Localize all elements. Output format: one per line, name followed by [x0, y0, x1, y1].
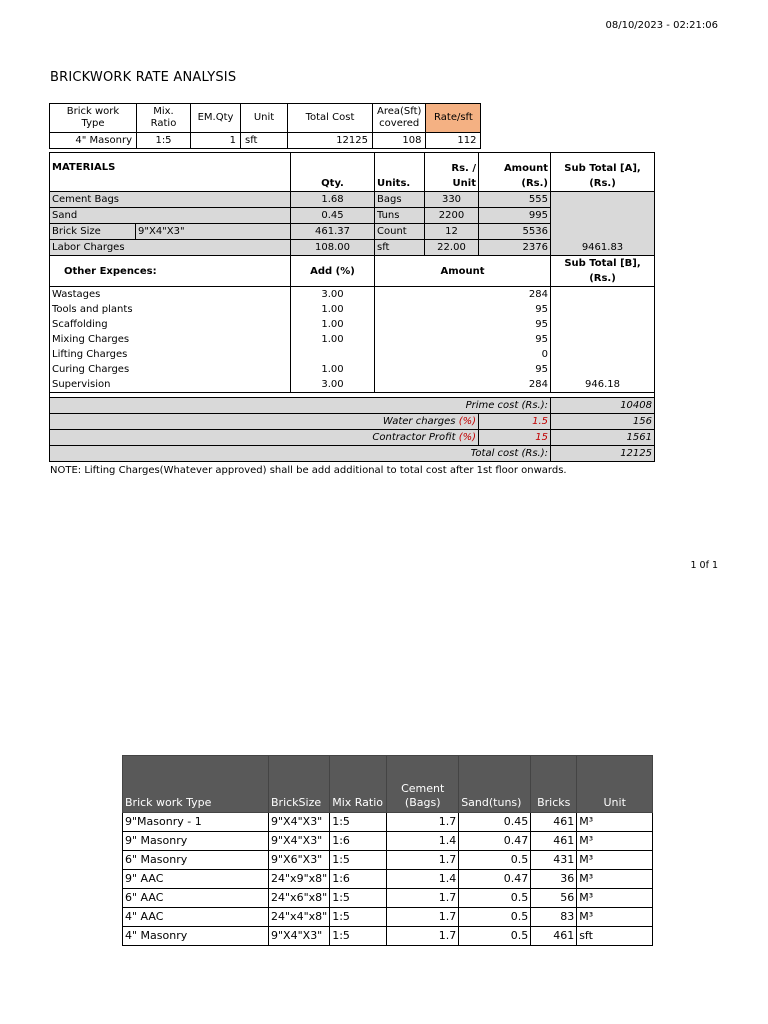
- material-qty: 461.37: [291, 224, 375, 240]
- other-amount: 284: [375, 377, 551, 393]
- prime-cost-value: 10408: [551, 398, 655, 414]
- table-row: [123, 870, 653, 889]
- brick-sand: 0.47: [459, 870, 531, 889]
- units-header: Units.: [375, 153, 425, 192]
- summary-header: Mix. Ratio: [137, 104, 191, 133]
- summary-cell: 4" Masonry: [50, 133, 137, 149]
- brick-header-row: [123, 756, 653, 813]
- material-name: Labor Charges: [50, 240, 291, 256]
- material-rate: 330: [425, 192, 479, 208]
- brick-cement: 1.7: [387, 813, 459, 832]
- other-amount: 95: [375, 362, 551, 377]
- brick-mix: 1:6: [330, 832, 387, 851]
- brick-cement: 1.7: [387, 889, 459, 908]
- brick-sand: 0.5: [459, 889, 531, 908]
- other-amount: 0: [375, 347, 551, 362]
- summary-cell: 1:5: [137, 133, 191, 149]
- brick-unit: sft: [577, 927, 653, 946]
- brick-size: 24"x9"x8": [269, 870, 330, 889]
- other-name: Mixing Charges: [50, 332, 291, 347]
- subtotal-a-header: Sub Total [A], (Rs.): [551, 153, 655, 192]
- subtotal-b: 946.18: [551, 287, 655, 393]
- brick-sand: 0.5: [459, 851, 531, 870]
- brick-size: 24"x6"x8": [269, 889, 330, 908]
- total-cost-row: [50, 446, 655, 462]
- other-name: Curing Charges: [50, 362, 291, 377]
- brick-type: 4" Masonry: [123, 927, 269, 946]
- summary-table: [49, 103, 481, 149]
- total-cost-value: 12125: [551, 446, 655, 462]
- rate-header: Rs. / Unit: [425, 153, 479, 192]
- other-amount: 284: [375, 287, 551, 303]
- material-amount: 995: [479, 208, 551, 224]
- other-name: Lifting Charges: [50, 347, 291, 362]
- brick-sand: 0.45: [459, 813, 531, 832]
- summary-cell: 12125: [288, 133, 373, 149]
- other-amount: 95: [375, 317, 551, 332]
- timestamp: 08/10/2023 - 02:21:06: [605, 20, 718, 31]
- other-add: 1.00: [291, 317, 375, 332]
- brick-header: Bricks: [531, 756, 577, 813]
- brick-unit: M³: [577, 908, 653, 927]
- contractor-profit-text: Contractor Profit: [372, 432, 456, 443]
- brick-mix: 1:6: [330, 870, 387, 889]
- material-amount: 555: [479, 192, 551, 208]
- brick-sand: 0.5: [459, 908, 531, 927]
- brick-cement: 1.7: [387, 908, 459, 927]
- water-charges-rate: 1.5: [479, 414, 551, 430]
- brick-unit: M³: [577, 813, 653, 832]
- table-row: [123, 927, 653, 946]
- summary-header: Brick work Type: [50, 104, 137, 133]
- brick-count: 461: [531, 927, 577, 946]
- brick-body: [123, 813, 653, 946]
- subtotal-b-header: Sub Total [B], (Rs.): [551, 256, 655, 287]
- brick-header: Brick work Type: [123, 756, 269, 813]
- material-unit: Tuns: [375, 208, 425, 224]
- material-row: [50, 192, 655, 208]
- other-add: [291, 347, 375, 362]
- materials-header-row: [50, 153, 655, 192]
- material-rate: 12: [425, 224, 479, 240]
- contractor-profit-value: 1561: [551, 430, 655, 446]
- other-name: Supervision: [50, 377, 291, 393]
- brick-sand: 0.47: [459, 832, 531, 851]
- summary-row: [50, 133, 481, 149]
- contractor-profit-rate: 15: [479, 430, 551, 446]
- table-row: [123, 889, 653, 908]
- prime-cost-label: Prime cost (Rs.):: [50, 398, 551, 414]
- material-rate: 2200: [425, 208, 479, 224]
- qty-header: Qty.: [291, 153, 375, 192]
- summary-header: Total Cost: [288, 104, 373, 133]
- brick-mix: 1:5: [330, 908, 387, 927]
- table-row: [123, 851, 653, 870]
- other-header-row: [50, 256, 655, 287]
- brick-cement: 1.7: [387, 851, 459, 870]
- other-name: Wastages: [50, 287, 291, 303]
- add-header: Add (%): [291, 256, 375, 287]
- summary-header: Area(Sft) covered: [373, 104, 426, 133]
- summary-header-row: [50, 104, 481, 133]
- other-add: 3.00: [291, 287, 375, 303]
- material-name: Sand: [50, 208, 291, 224]
- material-rate: 22.00: [425, 240, 479, 256]
- table-row: [123, 908, 653, 927]
- brick-size: 9"X4"X3": [269, 813, 330, 832]
- brick-size-value: 9"X4"X3": [136, 224, 291, 240]
- summary-header-rate: Rate/sft: [426, 104, 481, 133]
- prime-cost-row: [50, 398, 655, 414]
- other-amount: 95: [375, 332, 551, 347]
- material-unit: Count: [375, 224, 425, 240]
- brick-cement: 1.4: [387, 832, 459, 851]
- brick-count: 36: [531, 870, 577, 889]
- other-amount: 95: [375, 302, 551, 317]
- brick-type: 4" AAC: [123, 908, 269, 927]
- table-row: [123, 813, 653, 832]
- water-charges-row: [50, 414, 655, 430]
- other-add: 3.00: [291, 377, 375, 393]
- brick-header: BrickSize: [269, 756, 330, 813]
- page-title: BRICKWORK RATE ANALYSIS: [50, 70, 237, 85]
- brick-header: Sand(tuns): [459, 756, 531, 813]
- other-name: Tools and plants: [50, 302, 291, 317]
- contractor-profit-row: [50, 430, 655, 446]
- brick-count: 461: [531, 832, 577, 851]
- brick-header: Cement (Bags): [387, 756, 459, 813]
- other-name: Scaffolding: [50, 317, 291, 332]
- brick-mix: 1:5: [330, 813, 387, 832]
- brick-size: 9"X6"X3": [269, 851, 330, 870]
- material-amount: 5536: [479, 224, 551, 240]
- summary-cell: sft: [241, 133, 288, 149]
- brick-header: Unit: [577, 756, 653, 813]
- brick-unit: M³: [577, 870, 653, 889]
- brick-type: 9" Masonry: [123, 832, 269, 851]
- material-name: Cement Bags: [50, 192, 291, 208]
- brick-unit: M³: [577, 851, 653, 870]
- water-charges-label: [50, 414, 479, 430]
- brick-unit: M³: [577, 832, 653, 851]
- brick-type: 6" Masonry: [123, 851, 269, 870]
- other-add: 1.00: [291, 332, 375, 347]
- water-charges-value: 156: [551, 414, 655, 430]
- materials-label: MATERIALS: [50, 153, 291, 192]
- material-amount: 2376: [479, 240, 551, 256]
- brick-mix: 1:5: [330, 851, 387, 870]
- water-charges-text: Water charges: [382, 416, 456, 427]
- brick-count: 461: [531, 813, 577, 832]
- material-unit: sft: [375, 240, 425, 256]
- brick-cement: 1.7: [387, 927, 459, 946]
- material-qty: 0.45: [291, 208, 375, 224]
- summary-header: EM.Qty: [191, 104, 241, 133]
- brick-sand: 0.5: [459, 927, 531, 946]
- brick-size: 24"x4"x8": [269, 908, 330, 927]
- other-row: [50, 287, 655, 303]
- brick-mix: 1:5: [330, 927, 387, 946]
- water-charges-pct: (%): [458, 416, 476, 427]
- page-number: 1 0f 1: [690, 560, 718, 571]
- amount-header: Amount (Rs.): [479, 153, 551, 192]
- table-row: [123, 832, 653, 851]
- brick-header: Mix Ratio: [330, 756, 387, 813]
- material-qty: 1.68: [291, 192, 375, 208]
- brick-spec-table: [122, 755, 653, 946]
- summary-cell: 112: [426, 133, 481, 149]
- material-unit: Bags: [375, 192, 425, 208]
- materials-table: [49, 152, 655, 462]
- note-text: NOTE: Lifting Charges(Whatever approved) shall be add additional to total cost after 1st floor onwards.: [50, 465, 567, 476]
- brick-cement: 1.4: [387, 870, 459, 889]
- brick-mix: 1:5: [330, 889, 387, 908]
- other-amount-header: Amount: [375, 256, 551, 287]
- total-cost-label: Total cost (Rs.):: [50, 446, 551, 462]
- brick-count: 431: [531, 851, 577, 870]
- brick-unit: M³: [577, 889, 653, 908]
- contractor-profit-label: [50, 430, 479, 446]
- brick-count: 56: [531, 889, 577, 908]
- brick-type: 9" AAC: [123, 870, 269, 889]
- summary-cell: 108: [373, 133, 426, 149]
- summary-cell: 1: [191, 133, 241, 149]
- contractor-profit-pct: (%): [458, 432, 476, 443]
- subtotal-a: 9461.83: [551, 192, 655, 256]
- brick-size: 9"X4"X3": [269, 832, 330, 851]
- other-label: Other Expences:: [50, 256, 291, 287]
- other-add: 1.00: [291, 302, 375, 317]
- other-add: 1.00: [291, 362, 375, 377]
- brick-type: 9"Masonry - 1: [123, 813, 269, 832]
- material-name: Brick Size: [50, 224, 136, 240]
- brick-type: 6" AAC: [123, 889, 269, 908]
- material-qty: 108.00: [291, 240, 375, 256]
- summary-header: Unit: [241, 104, 288, 133]
- brick-size: 9"X4"X3": [269, 927, 330, 946]
- brick-count: 83: [531, 908, 577, 927]
